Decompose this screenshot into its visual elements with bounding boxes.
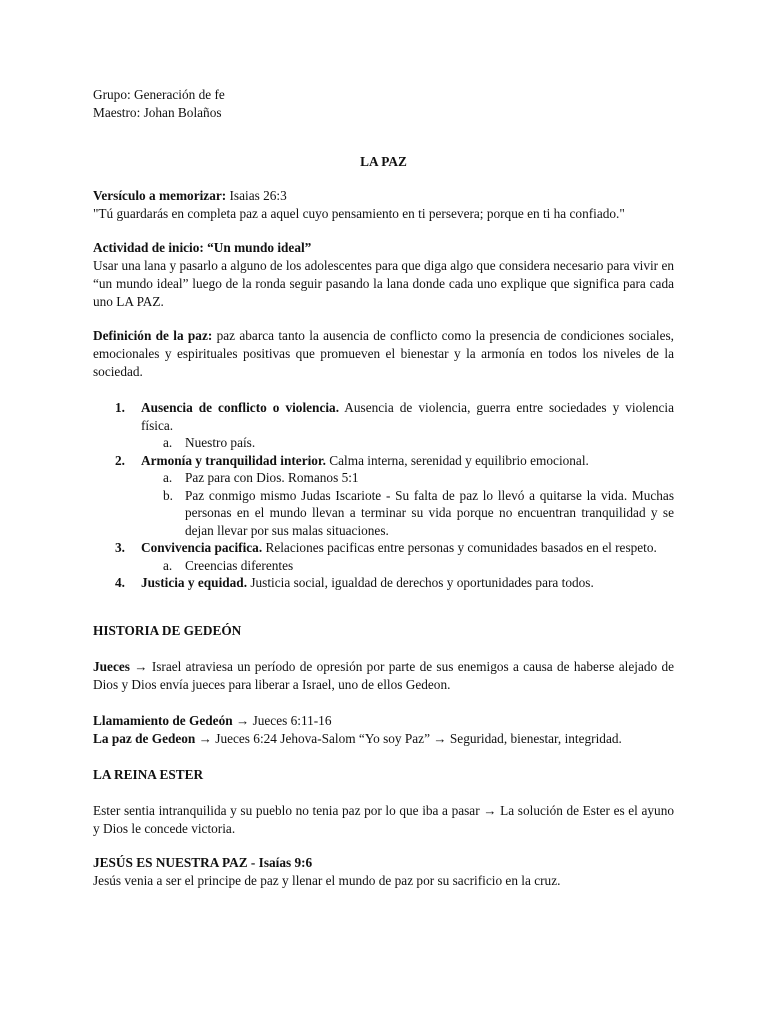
- list-item-title: Armonía y tranquilidad interior.: [141, 452, 326, 468]
- jesus-heading-text: JESÚS ES NUESTRA PAZ - Isaías 9:6: [93, 854, 313, 870]
- list-item-text: Ausencia de violencia, guerra entre sociedades y violencia física.: [141, 400, 674, 433]
- definition-text: paz abarca tanto la ausencia de conflicto como la presencia de condiciones sociales, emocionales y espirituales positivas que promueven el bienestar y la armonía en todos los niveles de la sociedad.: [93, 328, 675, 379]
- call-line: [93, 712, 674, 730]
- jesus-heading: [93, 854, 674, 872]
- ester-heading: [93, 766, 674, 784]
- activity-heading: [93, 239, 674, 257]
- definition-paragraph: [93, 327, 674, 381]
- list-item-text: Justicia social, igualdad de derechos y oportunidades para todos.: [247, 575, 594, 590]
- jueces-paragraph: [93, 658, 674, 694]
- list-item: [115, 574, 674, 592]
- list-item-title: Ausencia de conflicto o violencia.: [141, 400, 340, 415]
- list-item-title: Convivencia pacifica.: [141, 540, 263, 555]
- verse-text: "Tú guardarás en completa paz a aquel cuyo pensamiento en ti persevera; porque en ti ha confiado.": [93, 206, 625, 221]
- gedeon-heading: [93, 622, 674, 640]
- ester-text: Ester sentia intranquilida y su pueblo no tenia paz por lo que iba a pasar → La solución de Ester es el ayuno y Dios le concede victoria.: [93, 802, 674, 836]
- list-item: [115, 539, 674, 574]
- call-label: Llamamiento de Gedeón: [93, 712, 233, 728]
- sub-list-item: [163, 487, 674, 540]
- list-number: 3.: [115, 540, 125, 555]
- list-item-text: Relaciones pacificas entre personas y comunidades basados en el respeto.: [262, 540, 657, 555]
- verse-label: Versículo a memorizar:: [93, 188, 227, 203]
- jueces-text: → Israel atraviesa un período de opresión por parte de sus enemigos a causa de haberse alejado de Dios y Dios envía jueces para liberar a Israel, uno de ellos Gedeon.: [93, 658, 674, 692]
- sub-list-item: [163, 434, 674, 452]
- sub-list: [141, 557, 674, 575]
- peace-aspects-list: [93, 399, 674, 592]
- sub-list-text: Paz para con Dios. Romanos 5:1: [185, 470, 359, 485]
- group-line: Grupo: Generación de fe: [93, 87, 225, 102]
- jesus-text: Jesús venia a ser el principe de paz y llenar el mundo de paz por su sacrificio en la cruz.: [93, 872, 561, 888]
- peace-gedeon-label: La paz de Gedeon: [93, 730, 196, 746]
- sub-list-text: Paz conmigo mismo Judas Iscariote - Su falta de paz lo llevó a quitarse la vida. Muchas personas en el mundo llevan a terminar su vida porque no encuentran tranquilidad y se dejan llevar por sus malas situaciones.: [185, 487, 674, 538]
- verse-ref: Isaias 26:3: [226, 188, 287, 203]
- sub-list-item: [163, 469, 674, 487]
- document-title: LA PAZ: [360, 154, 407, 169]
- list-item: [115, 452, 674, 540]
- call-text: → Jueces 6:11-16: [232, 712, 332, 728]
- activity-text: Usar una lana y pasarlo a alguno de los adolescentes para que diga algo que considera necesario para vivir en “un mundo ideal” luego de la ronda seguir pasando la lana donde cada uno explique que significa para cada uno LA PAZ.: [93, 258, 674, 309]
- activity-label: Actividad de inicio: “Un mundo ideal”: [93, 240, 312, 255]
- ester-heading-text: LA REINA ESTER: [93, 766, 204, 782]
- sub-list-text: Nuestro país.: [185, 435, 256, 450]
- list-number: 1.: [115, 400, 125, 415]
- peace-gedeon-text: → Jueces 6:24 Jehova-Salom “Yo soy Paz” → Seguridad, bienestar, integridad.: [195, 730, 622, 746]
- sub-list: [141, 434, 674, 452]
- sub-list: [141, 469, 674, 539]
- sub-list-letter: a.: [163, 557, 173, 573]
- sub-list-text: Creencias diferentes: [185, 557, 294, 573]
- list-item: [115, 399, 674, 452]
- sub-list-letter: b.: [163, 487, 173, 503]
- list-item-title: Justicia y equidad.: [141, 575, 248, 590]
- sub-list-letter: a.: [163, 470, 173, 485]
- list-number: 2.: [115, 452, 125, 468]
- definition-label: Definición de la paz:: [93, 328, 213, 343]
- list-number: 4.: [115, 575, 125, 590]
- gedeon-heading-text: HISTORIA DE GEDEÓN: [93, 622, 242, 638]
- jueces-label: Jueces: [93, 658, 130, 674]
- sub-list-letter: a.: [163, 435, 173, 450]
- teacher-line: Maestro: Johan Bolaños: [93, 105, 222, 120]
- peace-gedeon-line: [93, 730, 674, 748]
- sub-list-item: [163, 557, 674, 575]
- verse-line: [93, 187, 674, 205]
- list-item-text: Calma interna, serenidad y equilibrio emocional.: [325, 452, 589, 468]
